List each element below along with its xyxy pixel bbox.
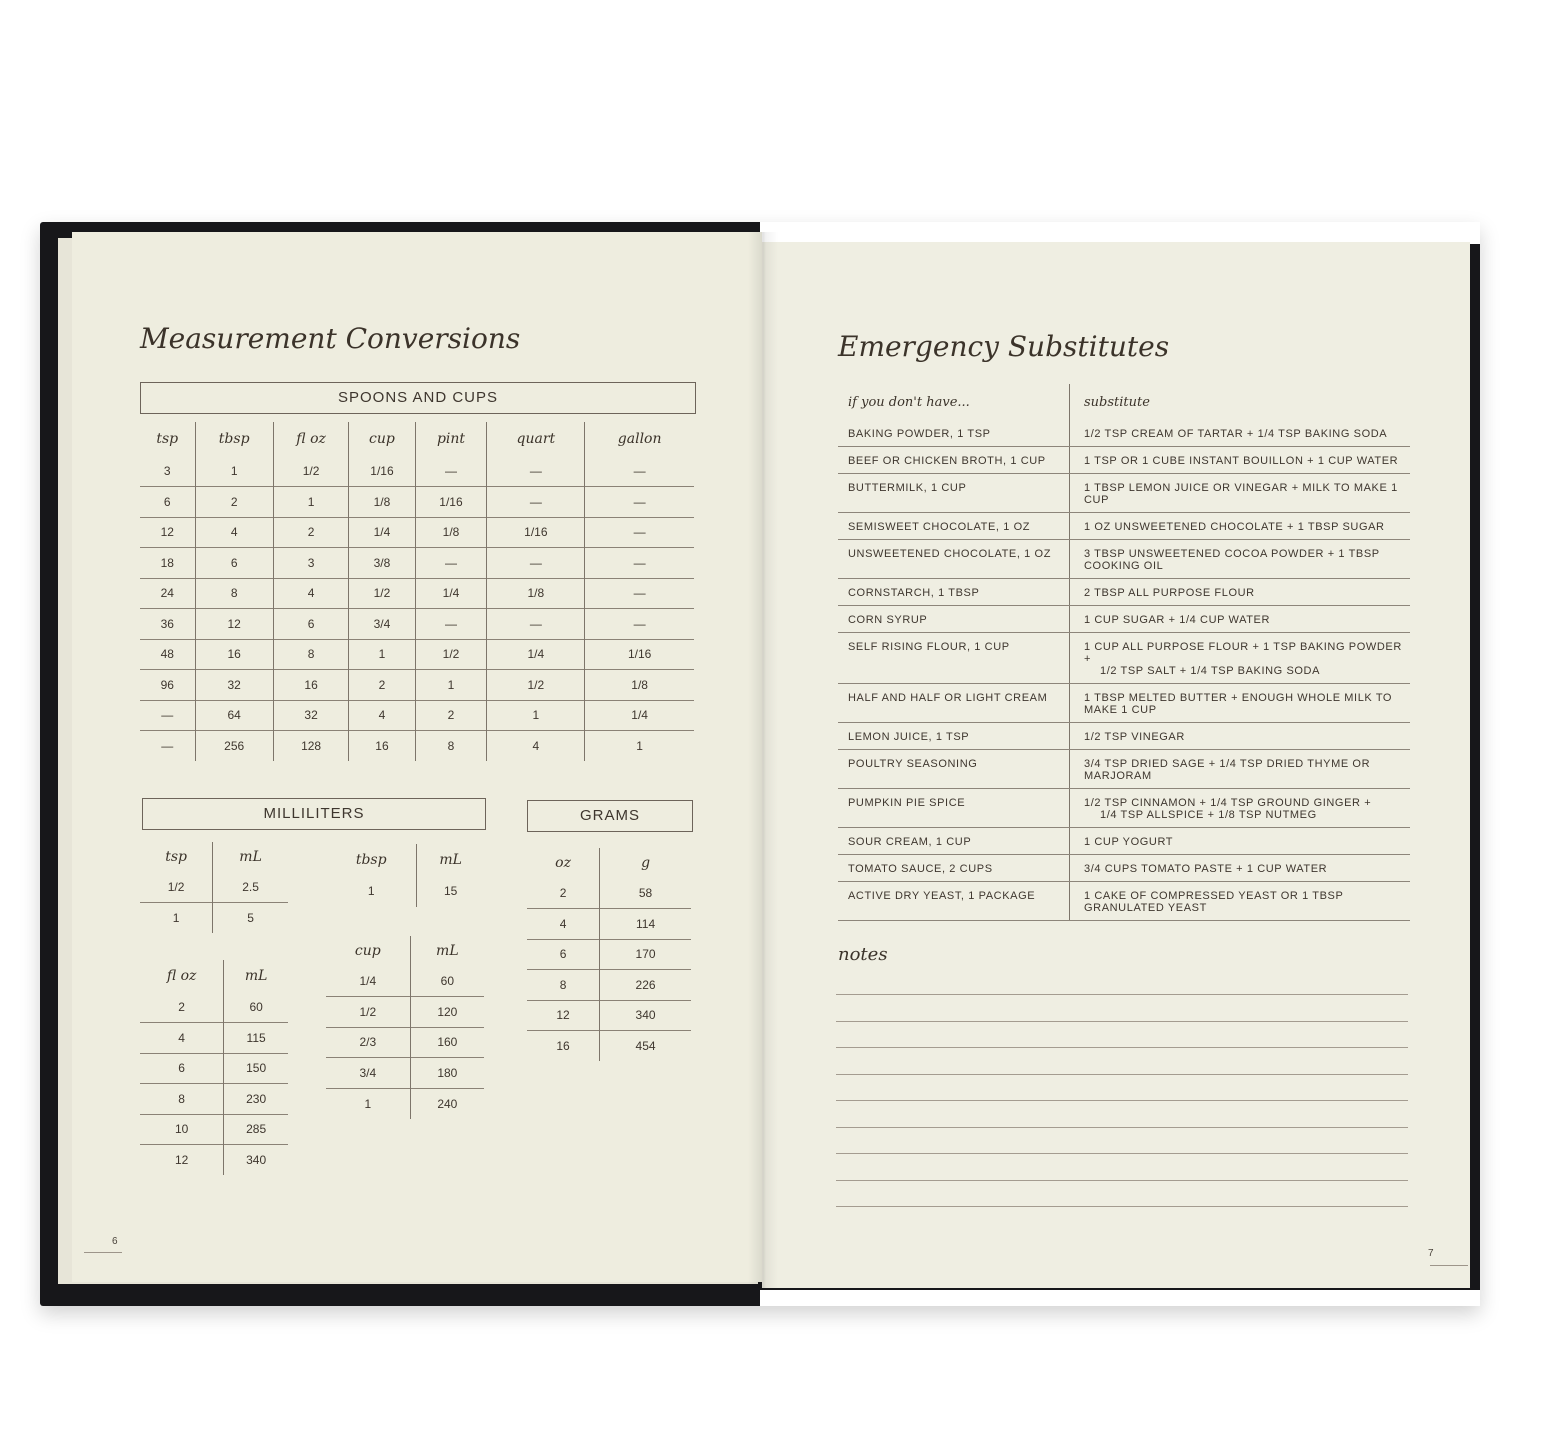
substitute-line: 2 TBSP ALL PURPOSE FLOUR <box>1084 587 1255 599</box>
table-cell: 5 <box>213 903 288 934</box>
column-header: mL <box>417 844 484 876</box>
table-cell: 1/4 <box>359 974 377 988</box>
table-row <box>326 1027 484 1058</box>
table-cell: 1/2 <box>326 997 410 1028</box>
substitute-item: PUMPKIN PIE SPICE <box>838 789 1070 828</box>
table-row <box>838 882 1410 921</box>
table-cell: — <box>585 456 694 487</box>
column-header: pint <box>415 422 487 456</box>
table-cell: 1/4 <box>585 700 694 731</box>
column-header: substitute <box>1070 384 1411 420</box>
table-row <box>527 1031 691 1062</box>
table-cell: 230 <box>224 1084 288 1115</box>
substitute-item: CORNSTARCH, 1 TBSP <box>838 579 1070 606</box>
column-header: mL <box>224 960 288 992</box>
table-cell: 58 <box>600 878 691 909</box>
column-header: oz <box>555 855 571 871</box>
grams-heading: GRAMS <box>527 800 693 832</box>
table-cell: 16 <box>527 1031 600 1062</box>
table-cell: 170 <box>600 939 691 970</box>
substitute-line: 1 CUP ALL PURPOSE FLOUR + 1 TSP BAKING POWDER + <box>1084 641 1402 665</box>
table-cell: 1/4 <box>349 517 415 548</box>
table-cell: 454 <box>600 1031 691 1062</box>
substitute-line: 1 CAKE OF COMPRESSED YEAST OR 1 TBSP GRANULATED YEAST <box>1084 890 1344 914</box>
column-header: mL <box>213 842 288 872</box>
table-row <box>838 684 1410 723</box>
table-cell: 114 <box>600 909 691 940</box>
table-cell: 12 <box>195 609 273 640</box>
table-cell: 15 <box>417 876 484 907</box>
substitute-item: SOUR CREAM, 1 CUP <box>838 828 1070 855</box>
notes-label: notes <box>838 944 888 965</box>
substitute-line: 1 CUP SUGAR + 1/4 CUP WATER <box>1084 614 1271 626</box>
table-row <box>838 540 1410 579</box>
substitute-value <box>1070 447 1411 474</box>
column-header: gallon <box>585 422 694 456</box>
substitutes-table <box>838 384 1410 921</box>
note-line <box>836 1180 1408 1181</box>
table-row <box>527 939 691 970</box>
table-cell: 2 <box>559 886 567 900</box>
table-row <box>140 609 694 640</box>
substitute-value <box>1070 855 1411 882</box>
table-cell: 12 <box>140 517 195 548</box>
table-row <box>140 1084 288 1115</box>
substitute-line-continued: 1/2 TSP SALT + 1/4 TSP BAKING SODA <box>1100 665 1321 677</box>
table-row <box>838 633 1410 684</box>
note-line <box>836 1074 1408 1075</box>
table-cell: 4 <box>487 731 585 762</box>
spoons-and-cups-table <box>140 422 694 761</box>
table-cell: 12 <box>527 1000 600 1031</box>
substitute-value <box>1070 723 1411 750</box>
table-cell: 340 <box>600 1000 691 1031</box>
table-cell: 8 <box>415 731 487 762</box>
table-cell: 2 <box>415 700 487 731</box>
table-cell: — <box>585 487 694 518</box>
table-row <box>140 517 694 548</box>
substitute-item: POULTRY SEASONING <box>838 750 1070 789</box>
table-cell: — <box>487 487 585 518</box>
substitute-value <box>1070 540 1411 579</box>
table-row <box>140 1145 288 1176</box>
column-header: cup <box>354 943 381 959</box>
table-cell: 6 <box>527 939 600 970</box>
substitute-line-continued: 1/4 TSP ALLSPICE + 1/8 TSP NUTMEG <box>1100 809 1317 821</box>
table-row <box>140 1114 288 1145</box>
column-header: fl oz <box>166 968 197 984</box>
table-cell: 4 <box>527 909 600 940</box>
table-row <box>838 420 1410 447</box>
table-cell: 1/2 <box>415 639 487 670</box>
table-cell: 32 <box>273 700 349 731</box>
table-cell: 48 <box>140 639 195 670</box>
table-row <box>140 639 694 670</box>
table-row <box>527 970 691 1001</box>
substitute-item: HALF AND HALF OR LIGHT CREAM <box>838 684 1070 723</box>
table-cell: 3 <box>163 464 171 478</box>
tbsp-ml-table <box>326 844 484 907</box>
table-cell: 12 <box>140 1145 224 1176</box>
table-row <box>838 579 1410 606</box>
table-cell: 226 <box>600 970 691 1001</box>
background <box>760 1290 1480 1306</box>
table-cell: 6 <box>195 548 273 579</box>
table-cell: 340 <box>224 1145 288 1176</box>
table-cell: 1/8 <box>415 517 487 548</box>
book-gutter <box>748 232 778 1288</box>
table-row <box>527 878 691 909</box>
note-line <box>836 1100 1408 1101</box>
table-cell: 1 <box>326 1088 410 1119</box>
table-row <box>326 1058 484 1089</box>
cup-ml-table <box>326 936 484 1119</box>
table-cell: 96 <box>140 670 195 701</box>
table-cell: 1/2 <box>349 578 415 609</box>
substitute-line: 1 CUP YOGURT <box>1084 836 1174 848</box>
table-row <box>326 876 484 907</box>
table-row <box>326 1088 484 1119</box>
substitute-value <box>1070 828 1411 855</box>
substitute-item: BUTTERMILK, 1 CUP <box>838 474 1070 513</box>
substitute-item: BEEF OR CHICKEN BROTH, 1 CUP <box>838 447 1070 474</box>
substitute-line: 1 TBSP MELTED BUTTER + ENOUGH WHOLE MILK TO MAKE 1 CUP <box>1084 692 1393 716</box>
table-cell: 1/2 <box>273 456 349 487</box>
table-cell: 2.5 <box>213 872 288 903</box>
column-header: tsp <box>165 849 187 865</box>
table-cell: 16 <box>349 731 415 762</box>
substitute-value <box>1070 882 1411 921</box>
table-cell: 1 <box>415 670 487 701</box>
table-row <box>326 997 484 1028</box>
table-cell: 160 <box>410 1027 484 1058</box>
substitute-value <box>1070 579 1411 606</box>
substitute-item: SEMISWEET CHOCOLATE, 1 OZ <box>838 513 1070 540</box>
milliliters-heading: MILLILITERS <box>142 798 486 830</box>
table-cell: 8 <box>195 578 273 609</box>
table-row <box>140 670 694 701</box>
table-cell: 1/16 <box>415 487 487 518</box>
table-cell: 3/8 <box>349 548 415 579</box>
substitute-line: 1 TBSP LEMON JUICE OR VINEGAR + MILK TO MAKE 1 CUP <box>1084 482 1398 506</box>
table-row <box>838 750 1410 789</box>
substitute-item: UNSWEETENED CHOCOLATE, 1 OZ <box>838 540 1070 579</box>
table-row <box>140 487 694 518</box>
table-cell: 1/2 <box>487 670 585 701</box>
table-cell: 1/2 <box>167 880 185 894</box>
table-cell: 36 <box>140 609 195 640</box>
table-cell: 32 <box>195 670 273 701</box>
table-cell: 2/3 <box>326 1027 410 1058</box>
table-row <box>838 828 1410 855</box>
substitute-value <box>1070 420 1411 447</box>
table-cell: 1 <box>273 487 349 518</box>
table-cell: — <box>487 456 585 487</box>
page-number-rule <box>84 1252 122 1253</box>
table-cell: 1 <box>140 903 213 934</box>
table-cell: 60 <box>224 992 288 1023</box>
column-header: tbsp <box>195 422 273 456</box>
table-cell: 240 <box>410 1088 484 1119</box>
note-line <box>836 1047 1408 1048</box>
table-cell: 128 <box>273 731 349 762</box>
table-cell: 8 <box>273 639 349 670</box>
page-number: 6 <box>112 1236 118 1247</box>
spoons-and-cups-heading: SPOONS AND CUPS <box>140 382 696 414</box>
table-cell: 1/8 <box>487 578 585 609</box>
table-cell: 1/4 <box>487 639 585 670</box>
table-row <box>140 578 694 609</box>
table-cell: — <box>140 731 195 762</box>
table-cell: 2 <box>178 1000 185 1014</box>
table-cell: 2 <box>349 670 415 701</box>
table-row <box>140 1053 288 1084</box>
table-cell: — <box>140 700 195 731</box>
table-row <box>838 723 1410 750</box>
table-row <box>527 1000 691 1031</box>
page-title: Measurement Conversions <box>140 322 521 355</box>
substitute-item: SELF RISING FLOUR, 1 CUP <box>838 633 1070 684</box>
column-header: tbsp <box>355 852 387 868</box>
table-cell: 1/16 <box>585 639 694 670</box>
table-cell: 18 <box>140 548 195 579</box>
table-row <box>838 447 1410 474</box>
substitute-line: 1/2 TSP VINEGAR <box>1084 731 1185 743</box>
column-header: fl oz <box>273 422 349 456</box>
table-cell: 1 <box>367 884 375 899</box>
note-line <box>836 1206 1408 1207</box>
table-row <box>140 992 288 1023</box>
substitute-line: 3/4 CUPS TOMATO PASTE + 1 CUP WATER <box>1084 863 1328 875</box>
table-row <box>140 872 288 903</box>
table-cell: — <box>487 548 585 579</box>
table-cell: 120 <box>410 997 484 1028</box>
table-cell: 3/4 <box>349 609 415 640</box>
note-line <box>836 1127 1408 1128</box>
page-number-rule <box>1430 1265 1468 1266</box>
table-cell: 2 <box>195 487 273 518</box>
column-header: tsp <box>156 431 179 447</box>
table-cell: — <box>487 609 585 640</box>
substitute-line: 3 TBSP UNSWEETENED COCOA POWDER + 1 TBSP COOKING OIL <box>1084 548 1380 572</box>
table-cell: 16 <box>195 639 273 670</box>
note-line <box>836 1021 1408 1022</box>
table-cell: — <box>415 456 487 487</box>
background <box>760 222 1480 244</box>
table-cell: — <box>415 609 487 640</box>
substitute-line: 1 TSP OR 1 CUBE INSTANT BOUILLON + 1 CUP WATER <box>1084 455 1399 467</box>
table-row <box>140 700 694 731</box>
table-row <box>140 456 694 487</box>
table-row <box>326 966 484 997</box>
table-cell: 1/16 <box>487 517 585 548</box>
table-cell: 256 <box>195 731 273 762</box>
table-cell: 24 <box>140 578 195 609</box>
table-cell: 1 <box>349 639 415 670</box>
table-cell: 60 <box>410 966 484 997</box>
table-row <box>140 903 288 934</box>
column-header: g <box>600 848 691 878</box>
column-header: mL <box>410 936 484 966</box>
table-row <box>527 909 691 940</box>
substitute-item: CORN SYRUP <box>838 606 1070 633</box>
column-header: quart <box>487 422 585 456</box>
substitute-value <box>1070 684 1411 723</box>
table-row <box>838 513 1410 540</box>
table-cell: 1 <box>585 731 694 762</box>
page-title: Emergency Substitutes <box>838 330 1170 363</box>
substitute-item: ACTIVE DRY YEAST, 1 PACKAGE <box>838 882 1070 921</box>
table-cell: — <box>585 578 694 609</box>
substitute-line: 1/2 TSP CREAM OF TARTAR + 1/4 TSP BAKING SODA <box>1084 428 1388 440</box>
substitute-value <box>1070 633 1411 684</box>
table-cell: — <box>585 609 694 640</box>
table-cell: — <box>415 548 487 579</box>
table-row <box>838 789 1410 828</box>
substitute-item: BAKING POWDER, 1 TSP <box>838 420 1070 447</box>
table-row <box>140 731 694 762</box>
table-cell: 2 <box>273 517 349 548</box>
table-row <box>838 855 1410 882</box>
table-cell: 3/4 <box>326 1058 410 1089</box>
substitute-item: LEMON JUICE, 1 TSP <box>838 723 1070 750</box>
floz-ml-table <box>140 960 288 1175</box>
column-header: cup <box>349 422 415 456</box>
table-cell: 6 <box>140 487 195 518</box>
table-cell: 115 <box>224 1023 288 1054</box>
table-cell: — <box>585 548 694 579</box>
table-cell: 6 <box>140 1053 224 1084</box>
table-row <box>140 1023 288 1054</box>
table-row <box>838 606 1410 633</box>
table-row <box>140 548 694 579</box>
page-number: 7 <box>1428 1248 1434 1259</box>
substitute-value <box>1070 513 1411 540</box>
table-cell: 6 <box>273 609 349 640</box>
table-cell: 16 <box>273 670 349 701</box>
note-line <box>836 1153 1408 1154</box>
table-cell: 8 <box>140 1084 224 1115</box>
note-line <box>836 994 1408 995</box>
substitute-line: 1 OZ UNSWEETENED CHOCOLATE + 1 TBSP SUGAR <box>1084 521 1385 533</box>
table-cell: 10 <box>140 1114 224 1145</box>
table-cell: 1 <box>487 700 585 731</box>
table-cell: 1 <box>195 456 273 487</box>
table-cell: 3 <box>273 548 349 579</box>
substitute-line: 1/2 TSP CINNAMON + 1/4 TSP GROUND GINGER + <box>1084 797 1372 809</box>
table-cell: 4 <box>195 517 273 548</box>
substitute-value <box>1070 789 1411 828</box>
tsp-ml-table <box>140 842 288 933</box>
column-header: if you don't have... <box>848 394 970 410</box>
substitute-value <box>1070 474 1411 513</box>
substitute-value <box>1070 750 1411 789</box>
table-cell: 4 <box>273 578 349 609</box>
table-cell: 150 <box>224 1053 288 1084</box>
table-cell: 285 <box>224 1114 288 1145</box>
substitute-line: 3/4 TSP DRIED SAGE + 1/4 TSP DRIED THYME OR MARJORAM <box>1084 758 1371 782</box>
table-cell: 4 <box>349 700 415 731</box>
grams-table <box>527 848 691 1061</box>
table-cell: 1/4 <box>415 578 487 609</box>
table-cell: — <box>585 517 694 548</box>
table-cell: 180 <box>410 1058 484 1089</box>
substitute-item: TOMATO SAUCE, 2 CUPS <box>838 855 1070 882</box>
table-cell: 4 <box>140 1023 224 1054</box>
table-cell: 64 <box>195 700 273 731</box>
table-cell: 1/8 <box>349 487 415 518</box>
table-cell: 1/8 <box>585 670 694 701</box>
table-row <box>838 474 1410 513</box>
table-cell: 1/16 <box>349 456 415 487</box>
table-cell: 8 <box>527 970 600 1001</box>
substitute-value <box>1070 606 1411 633</box>
